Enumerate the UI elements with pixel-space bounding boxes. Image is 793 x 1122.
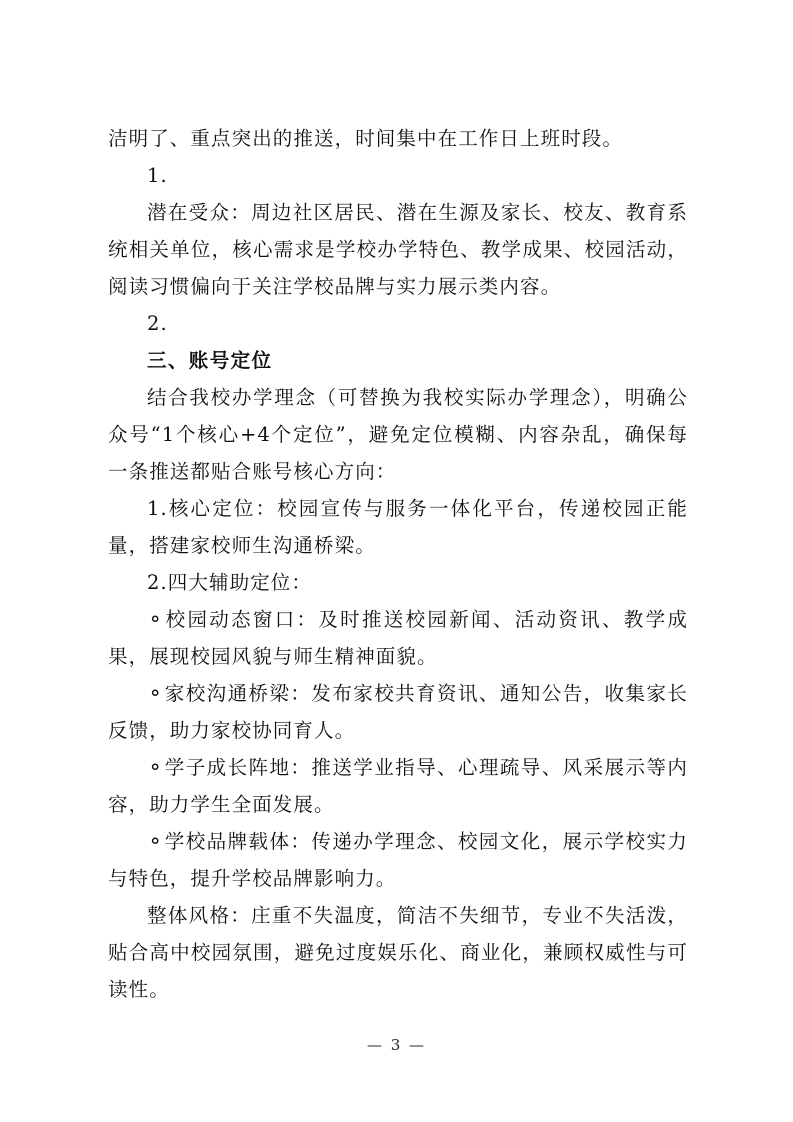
bullet-campus-news-window: ⚬校园动态窗口：及时推送校园新闻、活动资讯、教学成果，展现校园风貌与师生精神面貌。 xyxy=(108,608,688,668)
bullet-home-school-bridge: ⚬家校沟通桥梁：发布家校共育资讯、通知公告，收集家长反馈，助力家校协同育人。 xyxy=(108,682,688,742)
list-number-2: 2. xyxy=(147,312,168,335)
bullet-student-growth: ⚬学子成长阵地：推送学业指导、心理疏导、风采展示等内容，助力学生全面发展。 xyxy=(108,756,688,816)
paragraph-core-positioning: 1.核心定位：校园宣传与服务一体化平台，传递校园正能量，搭建家校师生沟通桥梁。 xyxy=(108,497,688,557)
paragraph-continuation: 洁明了、重点突出的推送，时间集中在工作日上班时段。 xyxy=(108,127,624,150)
page-number: — 3 — xyxy=(366,1036,427,1054)
bullet-school-brand: ⚬学校品牌载体：传递办学理念、校园文化，展示学校实力与特色，提升学校品牌影响力。 xyxy=(108,830,688,890)
paragraph-potential-audience: 潜在受众：周边社区居民、潜在生源及家长、校友、教育系统相关单位，核心需求是学校办学特色、教学成果、校园活动，阅读习惯偏向于关注学校品牌与实力展示类内容。 xyxy=(108,201,688,298)
paragraph-auxiliary-positioning-title: 2.四大辅助定位： xyxy=(147,571,313,594)
list-number-1: 1. xyxy=(147,164,168,187)
paragraph-positioning-intro: 结合我校办学理念（可替换为我校实际办学理念），明确公众号“1个核心+4个定位”，避免定位模糊、内容杂乱，确保每一条推送都贴合账号核心方向： xyxy=(108,386,688,483)
section-heading-account-positioning: 三、账号定位 xyxy=(147,349,273,372)
paragraph-overall-style: 整体风格：庄重不失温度，简洁不失细节，专业不失活泼，贴合高中校园氛围，避免过度娱乐化、商业化，兼顾权威性与可读性。 xyxy=(108,904,688,1001)
